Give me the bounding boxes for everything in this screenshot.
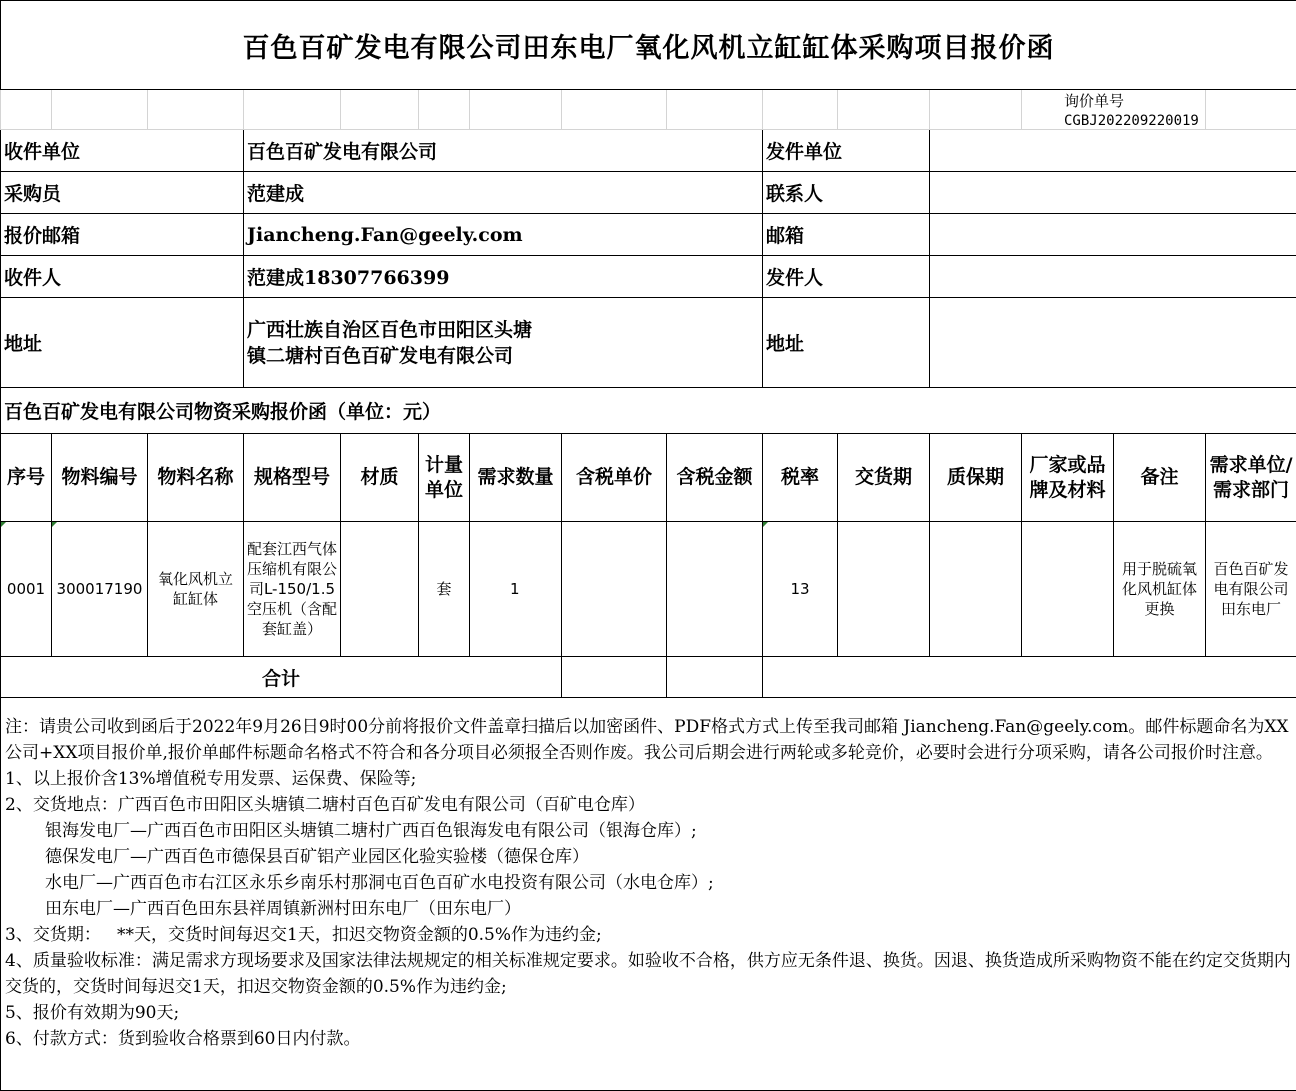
empty-cell [667, 90, 763, 130]
section-title: 百色百矿发电有限公司物资采购报价函（单位：元） [1, 388, 1296, 434]
col-header: 备注 [1114, 434, 1206, 522]
address2-value [930, 298, 1296, 388]
inquiry-number: CGBJ202209220019 [1064, 113, 1199, 129]
cell-spec: 配套江西气体压缩机有限公司L-150/1.5空压机（含配套缸盖） [244, 522, 341, 657]
total-row [1, 657, 1296, 698]
cell-dept: 百色百矿发电有限公司田东电厂 [1206, 522, 1296, 657]
cell-tax [763, 522, 838, 657]
address-value [244, 298, 763, 388]
email-label: 邮箱 [763, 214, 930, 256]
note-2c: 水电厂—广西百色市右江区永乐乡南乐村那洞屯百色百矿水电投资有限公司（水电仓库）; [5, 870, 1292, 896]
cell-unit-price [562, 522, 667, 657]
buyer-value: 范建成 [244, 172, 763, 214]
empty-cell [341, 90, 419, 130]
total-unit-price [562, 657, 667, 698]
empty-cell [419, 90, 470, 130]
cell-marker-icon [763, 522, 768, 527]
notes-intro: 注：请贵公司收到函后于2022年9月26日9时00分前将报价文件盖章扫描后以加密函件、PDF格式方式上传至我司邮箱 Jiancheng.Fan@geely.com。邮件标题命名为XX公司+XX项目报价单,报价单邮件标题命名格式不符合和各分项目必须报全否则作废。我公司后期会进行两轮或多轮竞价，必要时会进行分项采购，请各公司报价时注意。 [5, 714, 1292, 766]
recipient-label: 收件人 [1, 256, 244, 298]
sender-label: 发件人 [763, 256, 930, 298]
col-header: 税率 [763, 434, 838, 522]
address2-label: 地址 [763, 298, 930, 388]
cell-code [52, 522, 148, 657]
cell-brand [1022, 522, 1114, 657]
note-2d: 田东电厂—广西百色田东县祥周镇新洲村田东电厂（田东电厂） [5, 896, 1292, 922]
cell-marker-icon [52, 522, 57, 527]
cell-unit: 套 [419, 522, 470, 657]
recipient-value: 范建成18307766399 [244, 256, 763, 298]
note-5: 5、报价有效期为90天; [5, 1000, 1292, 1026]
col-header: 含税金额 [667, 434, 763, 522]
cell-name: 氧化风机立缸缸体 [148, 522, 244, 657]
cell-seq [1, 522, 52, 657]
empty-cell [763, 90, 838, 130]
receiver-unit-label: 收件单位 [1, 130, 244, 172]
cell-amount [667, 522, 763, 657]
cell-material [341, 522, 419, 657]
col-header: 物料编号 [52, 434, 148, 522]
cell-warranty [930, 522, 1022, 657]
note-4: 4、质量验收标准：满足需求方现场要求及国家法律法规规定的相关标准规定要求。如验收不合格，供方应无条件退、换货。因退、换货造成所采购物资不能在约定交货期内交货的，交货时间每迟交1天，扣迟交物资金额的0.5%作为违约金; [5, 948, 1292, 1000]
empty-cell [1206, 90, 1296, 130]
col-header: 材质 [341, 434, 419, 522]
code-text: 300017190 [57, 580, 143, 598]
empty-cell [470, 90, 562, 130]
col-header: 规格型号 [244, 434, 341, 522]
document-title: 百色百矿发电有限公司田东电厂氧化风机立缸缸体采购项目报价函 [1, 1, 1296, 90]
col-header: 需求数量 [470, 434, 562, 522]
empty-cell [148, 90, 244, 130]
tax-text: 13 [790, 580, 809, 598]
col-header: 交货期 [838, 434, 930, 522]
seq-text: 0001 [7, 580, 45, 598]
note-2: 2、交货地点：广西百色市田阳区头塘镇二塘村百色百矿发电有限公司（百矿电仓库） [5, 792, 1292, 818]
col-header: 计量单位 [419, 434, 470, 522]
empty-cell [838, 90, 930, 130]
email-value [930, 214, 1296, 256]
address-label: 地址 [1, 298, 244, 388]
total-amount [667, 657, 763, 698]
total-label: 合计 [1, 657, 562, 698]
col-header: 序号 [1, 434, 52, 522]
note-1: 1、以上报价含13%增值税专用发票、运保费、保险等; [5, 766, 1292, 792]
sender-unit-value [930, 130, 1296, 172]
empty-cell [1, 90, 52, 130]
sender-unit-label: 发件单位 [763, 130, 930, 172]
empty-cell [52, 90, 148, 130]
note-6: 6、付款方式：货到验收合格票到60日内付款。 [5, 1026, 1292, 1052]
note-3: 3、交货期： **天，交货时间每迟交1天，扣迟交物资金额的0.5%作为违约金; [5, 922, 1292, 948]
empty-cell [930, 90, 1022, 130]
col-header: 物料名称 [148, 434, 244, 522]
quote-email-value: Jiancheng.Fan@geely.com [244, 214, 763, 256]
inquiry-label: 询价单号 [1064, 92, 1124, 110]
total-rest [763, 657, 1296, 698]
note-2b: 德保发电厂—广西百色市德保县百矿铝产业园区化验实验楼（德保仓库） [5, 844, 1292, 870]
col-header: 需求单位/需求部门 [1206, 434, 1296, 522]
col-header: 厂家或品牌及材料 [1022, 434, 1114, 522]
receiver-unit-value: 百色百矿发电有限公司 [244, 130, 763, 172]
buyer-label: 采购员 [1, 172, 244, 214]
quote-email-label: 报价邮箱 [1, 214, 244, 256]
cell-marker-icon [1, 522, 6, 527]
sender-value [930, 256, 1296, 298]
contact-value [930, 172, 1296, 214]
notes-block [1, 698, 1296, 1091]
col-header: 质保期 [930, 434, 1022, 522]
cell-qty: 1 [470, 522, 562, 657]
inquiry-number-cell [1022, 90, 1206, 130]
table-row [1, 522, 1296, 657]
empty-cell [562, 90, 667, 130]
contact-label: 联系人 [763, 172, 930, 214]
address-text: 广西壮族自治区百色市田阳区头塘镇二塘村百色百矿发电有限公司 [247, 317, 547, 369]
cell-remark: 用于脱硫氧化风机缸体更换 [1114, 522, 1206, 657]
column-header-row [1, 434, 1296, 522]
note-2a: 银海发电厂—广西百色市田阳区头塘镇二塘村广西百色银海发电有限公司（银海仓库）; [5, 818, 1292, 844]
cell-delivery [838, 522, 930, 657]
empty-cell [244, 90, 341, 130]
col-header: 含税单价 [562, 434, 667, 522]
